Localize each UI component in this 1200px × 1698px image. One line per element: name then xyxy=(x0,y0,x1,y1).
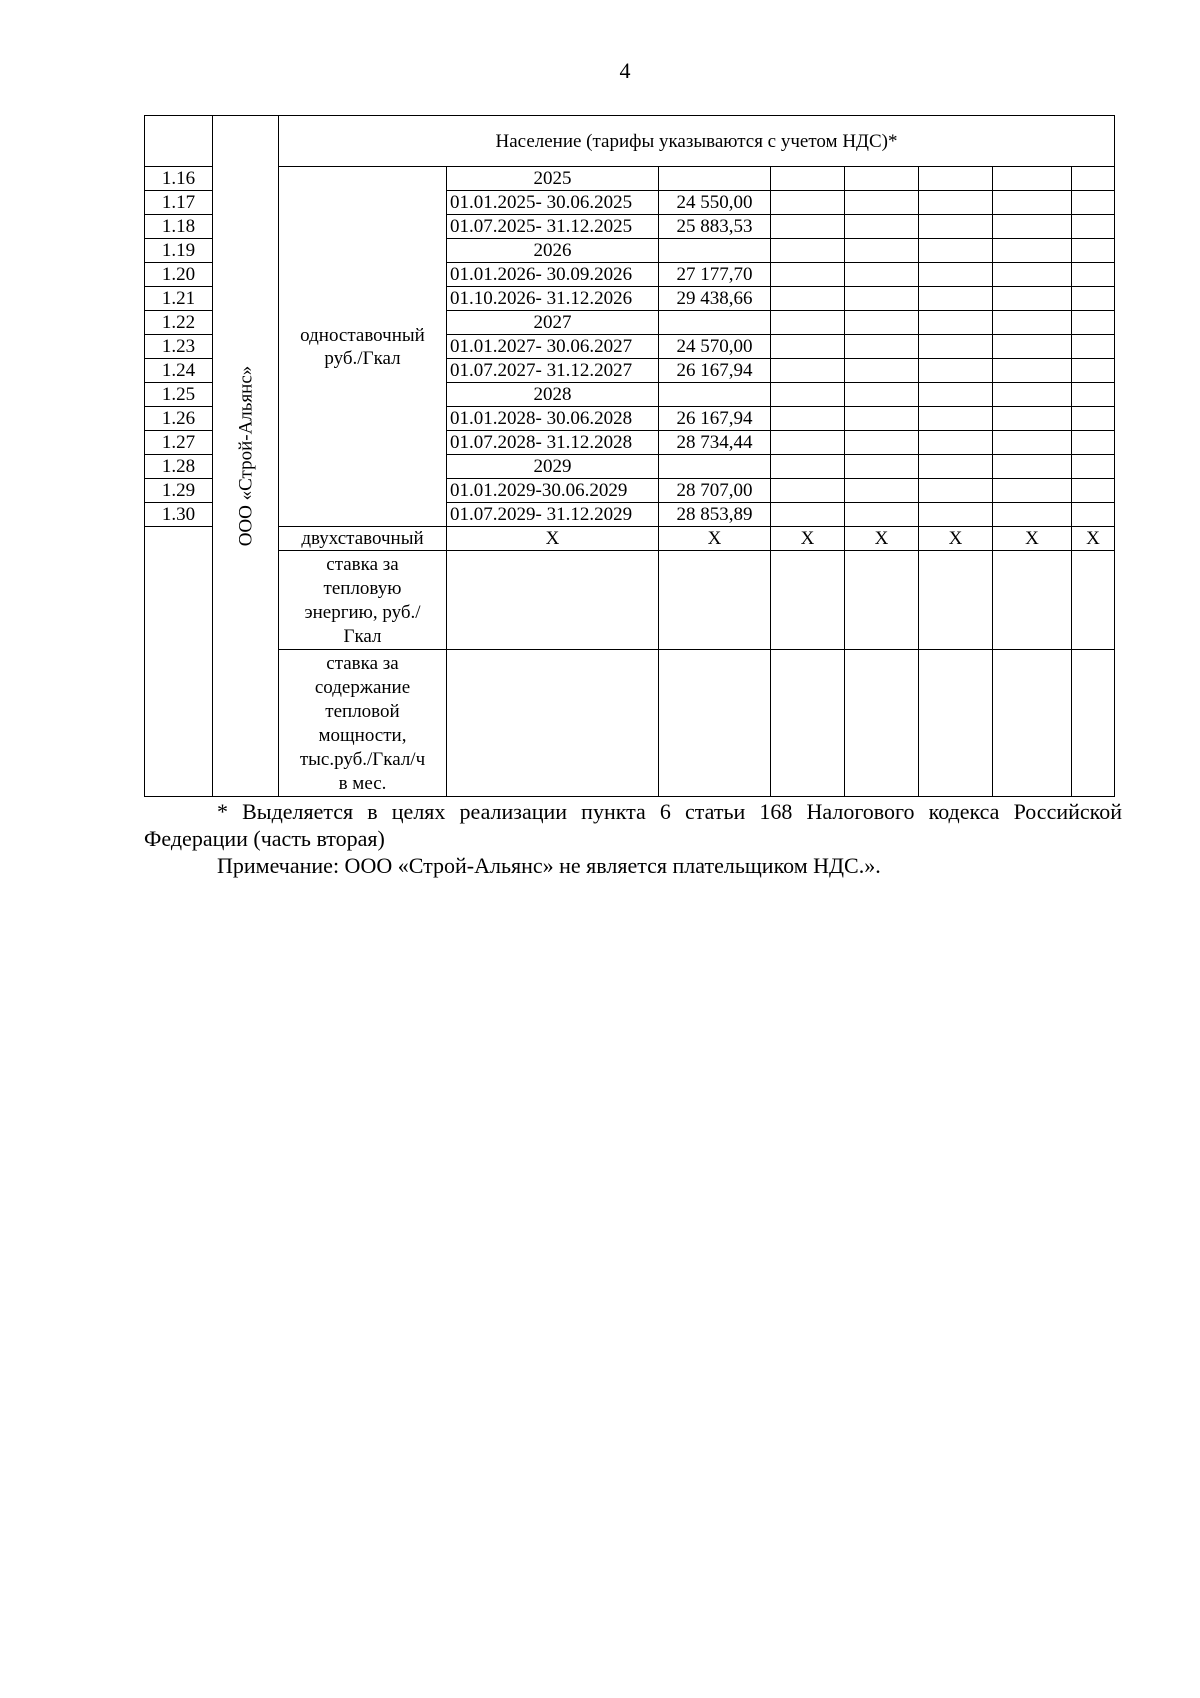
empty-cell xyxy=(447,551,659,650)
empty-cell xyxy=(919,650,993,797)
empty-cell xyxy=(1072,167,1115,191)
row-number: 1.27 xyxy=(145,431,213,455)
empty-cell xyxy=(919,215,993,239)
empty-cell xyxy=(919,263,993,287)
empty-cell xyxy=(1072,455,1115,479)
empty-cell xyxy=(845,311,919,335)
row-number: 1.21 xyxy=(145,287,213,311)
empty-cell xyxy=(771,335,845,359)
blank-number-cell xyxy=(145,527,213,797)
tariff-value-cell: 28 707,00 xyxy=(659,479,771,503)
year-cell: 2028 xyxy=(447,383,659,407)
empty-cell xyxy=(845,431,919,455)
empty-cell xyxy=(919,551,993,650)
row-number: 1.25 xyxy=(145,383,213,407)
period-cell: 01.01.2026- 30.09.2026 xyxy=(447,263,659,287)
capacity-rate-label: ставка за содержание тепловой мощности, тыс.руб./Гкал/ч в мес. xyxy=(279,650,447,797)
empty-cell xyxy=(993,407,1072,431)
empty-cell xyxy=(993,551,1072,650)
empty-cell xyxy=(919,287,993,311)
empty-cell xyxy=(845,503,919,527)
tariff-value-cell: 26 167,94 xyxy=(659,407,771,431)
empty-cell xyxy=(1072,311,1115,335)
empty-cell xyxy=(919,431,993,455)
header-number-cell xyxy=(145,116,213,167)
empty-cell xyxy=(993,479,1072,503)
table-row xyxy=(145,167,1115,191)
period-cell: 01.07.2029- 31.12.2029 xyxy=(447,503,659,527)
empty-cell xyxy=(845,359,919,383)
empty-cell xyxy=(771,215,845,239)
year-cell: 2029 xyxy=(447,455,659,479)
empty-cell xyxy=(993,359,1072,383)
empty-cell xyxy=(845,335,919,359)
period-cell: 01.01.2027- 30.06.2027 xyxy=(447,335,659,359)
empty-cell xyxy=(845,215,919,239)
empty-cell xyxy=(1072,335,1115,359)
row-number: 1.26 xyxy=(145,407,213,431)
row-number: 1.28 xyxy=(145,455,213,479)
empty-cell xyxy=(919,167,993,191)
empty-cell xyxy=(1072,479,1115,503)
empty-cell xyxy=(845,167,919,191)
capacity-rate-row xyxy=(145,650,1115,797)
empty-cell xyxy=(919,407,993,431)
empty-cell xyxy=(993,239,1072,263)
empty-cell xyxy=(771,287,845,311)
tariff-value-cell: 28 734,44 xyxy=(659,431,771,455)
tariff-table xyxy=(144,115,1115,797)
empty-cell xyxy=(1072,215,1115,239)
tariff-value-cell xyxy=(659,239,771,263)
empty-cell xyxy=(993,311,1072,335)
empty-cell xyxy=(993,650,1072,797)
organization-name: ООО «Строй-Альянс» xyxy=(235,365,256,547)
empty-cell xyxy=(771,359,845,383)
empty-cell xyxy=(1072,239,1115,263)
empty-cell xyxy=(845,263,919,287)
tariff-value-cell: 26 167,94 xyxy=(659,359,771,383)
empty-cell xyxy=(993,455,1072,479)
empty-cell xyxy=(771,191,845,215)
empty-cell xyxy=(1072,650,1115,797)
empty-cell xyxy=(993,215,1072,239)
not-applicable-mark: Х xyxy=(771,527,845,551)
empty-cell xyxy=(845,407,919,431)
empty-cell xyxy=(919,311,993,335)
period-cell: 01.01.2029-30.06.2029 xyxy=(447,479,659,503)
empty-cell xyxy=(1072,383,1115,407)
tariff-value-cell xyxy=(659,311,771,335)
empty-cell xyxy=(771,239,845,263)
period-cell: 01.07.2028- 31.12.2028 xyxy=(447,431,659,455)
empty-cell xyxy=(771,650,845,797)
empty-cell xyxy=(771,263,845,287)
row-number: 1.19 xyxy=(145,239,213,263)
empty-cell xyxy=(1072,551,1115,650)
heat-energy-rate-row xyxy=(145,551,1115,650)
empty-cell xyxy=(771,383,845,407)
empty-cell xyxy=(1072,191,1115,215)
period-cell: 01.10.2026- 31.12.2026 xyxy=(447,287,659,311)
empty-cell xyxy=(919,335,993,359)
empty-cell xyxy=(1072,359,1115,383)
page-number: 4 xyxy=(619,58,631,83)
tariff-value-cell: 24 570,00 xyxy=(659,335,771,359)
row-number: 1.30 xyxy=(145,503,213,527)
not-applicable-mark: Х xyxy=(919,527,993,551)
empty-cell xyxy=(845,479,919,503)
tariff-value-cell xyxy=(659,383,771,407)
row-number: 1.20 xyxy=(145,263,213,287)
empty-cell xyxy=(1072,287,1115,311)
heat-energy-rate-label: ставка за тепловую энергию, руб./Гкал xyxy=(279,551,447,650)
empty-cell xyxy=(659,551,771,650)
vat-footnote: * Выделяется в целях реализации пункта 6 статьи 168 Налогового кодекса Российской Федерации (часть вторая) xyxy=(144,799,1122,851)
single-rate-label: одноставочный руб./Гкал xyxy=(279,167,447,527)
empty-cell xyxy=(993,167,1072,191)
empty-cell xyxy=(993,431,1072,455)
not-applicable-mark: Х xyxy=(993,527,1072,551)
empty-cell xyxy=(919,239,993,263)
period-cell: 01.07.2027- 31.12.2027 xyxy=(447,359,659,383)
empty-cell xyxy=(993,191,1072,215)
empty-cell xyxy=(919,383,993,407)
empty-cell xyxy=(919,503,993,527)
tariff-value-cell: 29 438,66 xyxy=(659,287,771,311)
empty-cell xyxy=(1072,503,1115,527)
period-cell: 01.01.2028- 30.06.2028 xyxy=(447,407,659,431)
empty-cell xyxy=(659,650,771,797)
empty-cell xyxy=(993,263,1072,287)
empty-cell xyxy=(993,383,1072,407)
empty-cell xyxy=(919,359,993,383)
year-cell: 2026 xyxy=(447,239,659,263)
empty-cell xyxy=(845,551,919,650)
empty-cell xyxy=(1072,431,1115,455)
empty-cell xyxy=(771,551,845,650)
row-number: 1.18 xyxy=(145,215,213,239)
not-applicable-mark: Х xyxy=(659,527,771,551)
empty-cell xyxy=(771,455,845,479)
tariff-value-cell: 24 550,00 xyxy=(659,191,771,215)
empty-cell xyxy=(919,455,993,479)
empty-cell xyxy=(919,479,993,503)
tariff-value-cell: 28 853,89 xyxy=(659,503,771,527)
organization-cell xyxy=(213,116,279,797)
row-number: 1.16 xyxy=(145,167,213,191)
empty-cell xyxy=(447,650,659,797)
tariff-value-cell: 27 177,70 xyxy=(659,263,771,287)
empty-cell xyxy=(845,239,919,263)
empty-cell xyxy=(845,650,919,797)
tariff-value-cell xyxy=(659,455,771,479)
empty-cell xyxy=(771,167,845,191)
tariff-value-cell: 25 883,53 xyxy=(659,215,771,239)
row-number: 1.22 xyxy=(145,311,213,335)
row-number: 1.17 xyxy=(145,191,213,215)
two-rate-label: двухставочный xyxy=(279,527,447,551)
empty-cell xyxy=(845,455,919,479)
empty-cell xyxy=(993,503,1072,527)
empty-cell xyxy=(919,191,993,215)
period-cell: 01.07.2025- 31.12.2025 xyxy=(447,215,659,239)
row-number: 1.29 xyxy=(145,479,213,503)
tariff-value-cell xyxy=(659,167,771,191)
empty-cell xyxy=(993,335,1072,359)
two-rate-row xyxy=(145,527,1115,551)
empty-cell xyxy=(771,503,845,527)
row-number: 1.24 xyxy=(145,359,213,383)
table-header: Население (тарифы указываются с учетом НДС)* xyxy=(279,116,1115,167)
empty-cell xyxy=(771,311,845,335)
remark-footnote: Примечание: ООО «Строй-Альянс» не является плательщиком НДС.». xyxy=(217,853,881,878)
empty-cell xyxy=(771,431,845,455)
empty-cell xyxy=(993,287,1072,311)
year-cell: 2025 xyxy=(447,167,659,191)
empty-cell xyxy=(845,383,919,407)
year-cell: 2027 xyxy=(447,311,659,335)
row-number: 1.23 xyxy=(145,335,213,359)
empty-cell xyxy=(1072,407,1115,431)
empty-cell xyxy=(1072,263,1115,287)
empty-cell xyxy=(771,479,845,503)
period-cell: 01.01.2025- 30.06.2025 xyxy=(447,191,659,215)
empty-cell xyxy=(845,287,919,311)
not-applicable-mark: Х xyxy=(845,527,919,551)
not-applicable-mark: Х xyxy=(1072,527,1115,551)
empty-cell xyxy=(771,407,845,431)
not-applicable-mark: Х xyxy=(447,527,659,551)
empty-cell xyxy=(845,191,919,215)
